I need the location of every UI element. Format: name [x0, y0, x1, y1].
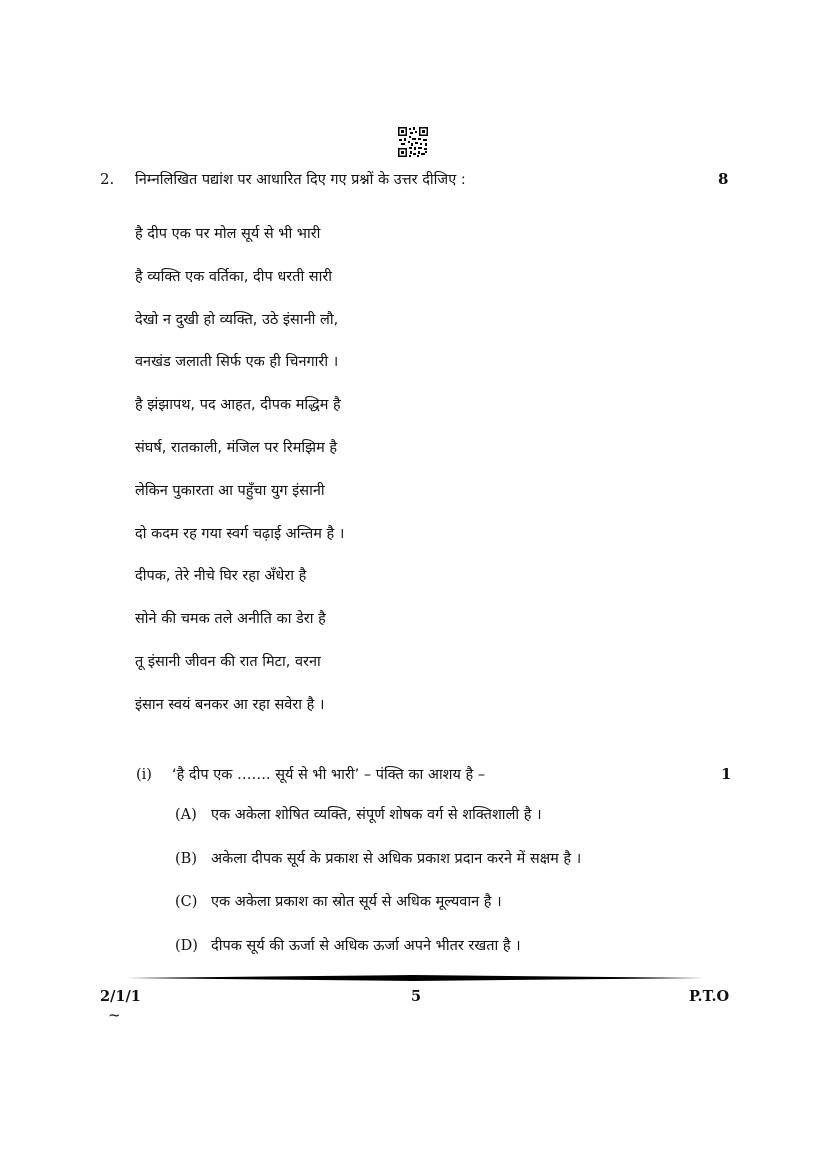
- footer-divider: [122, 975, 704, 981]
- option-b[interactable]: [175, 849, 581, 893]
- poem-line: देखो न दुखी हो व्यक्ति, उठे इंसानी लौ,: [135, 311, 339, 328]
- subquestion-text: ‘है दीप एक ……. सूर्य से भी भारी’ – पंक्ति का आशय है –: [172, 767, 486, 783]
- poem-line: संघर्ष, रातकाली, मंजिल पर रिमझिम है: [135, 439, 338, 456]
- subquestion-marks: 1: [721, 765, 732, 783]
- poem-line: दीपक, तेरे नीचे घिर रहा अँधेरा है: [135, 568, 307, 585]
- question-number: 2.: [100, 170, 115, 188]
- subquestion: [136, 764, 736, 784]
- poem-line: है झंझापथ, पद आहत, दीपक मद्धिम है: [135, 397, 341, 414]
- footer-mark: ~: [108, 1006, 121, 1024]
- option-letter: (B): [175, 850, 197, 867]
- poem-line: है व्यक्ति एक वर्तिका, दीप धरती सारी: [135, 268, 333, 285]
- poem-line: सोने की चमक तले अनीति का डेरा है: [135, 611, 326, 628]
- question-marks: 8: [718, 170, 729, 188]
- poem-line: है दीप एक पर मोल सूर्य से भी भारी: [135, 226, 321, 242]
- page-number: 5: [411, 988, 422, 1005]
- poem-line: इंसान स्वयं बनकर आ रहा सवेरा है ।: [135, 696, 325, 713]
- subquestion-number: (i): [136, 767, 152, 783]
- option-text: अकेला दीपक सूर्य के प्रकाश से अधिक प्रकाश प्रदान करने में सक्षम है ।: [211, 850, 582, 867]
- poem-line: दो कदम रह गया स्वर्ग चढ़ाई अन्तिम है ।: [135, 525, 345, 542]
- answer-options: [175, 805, 581, 979]
- poem-passage: [135, 224, 344, 738]
- option-a[interactable]: [175, 805, 581, 849]
- poem-line: लेकिन पुकारता आ पहुँचा युग इंसानी: [135, 482, 325, 499]
- option-d[interactable]: [175, 936, 581, 980]
- poem-line: तू इंसानी जीवन की रात मिटा, वरना: [135, 653, 321, 670]
- pto-label: P.T.O: [689, 988, 730, 1005]
- option-letter: (C): [175, 894, 198, 910]
- paper-code: 2/1/1: [100, 988, 141, 1005]
- qr-code-icon: [397, 126, 429, 158]
- option-text: एक अकेला प्रकाश का स्रोत सूर्य से अधिक मूल्यवान है ।: [211, 894, 502, 910]
- option-letter: (A): [175, 807, 197, 823]
- option-text: एक अकेला शोषित व्यक्ति, संपूर्ण शोषक वर्ग से शक्तिशाली है ।: [211, 807, 542, 823]
- option-text: दीपक सूर्य की ऊर्जा से अधिक ऊर्जा अपने भीतर रखता है ।: [211, 937, 521, 954]
- option-c[interactable]: [175, 892, 581, 936]
- option-letter: (D): [175, 937, 198, 954]
- poem-line: वनखंड जलाती सिर्फ एक ही चिनगारी ।: [135, 354, 339, 371]
- question-instruction: निम्नलिखित पद्यांश पर आधारित दिए गए प्रश्नों के उत्तर दीजिए :: [135, 172, 466, 188]
